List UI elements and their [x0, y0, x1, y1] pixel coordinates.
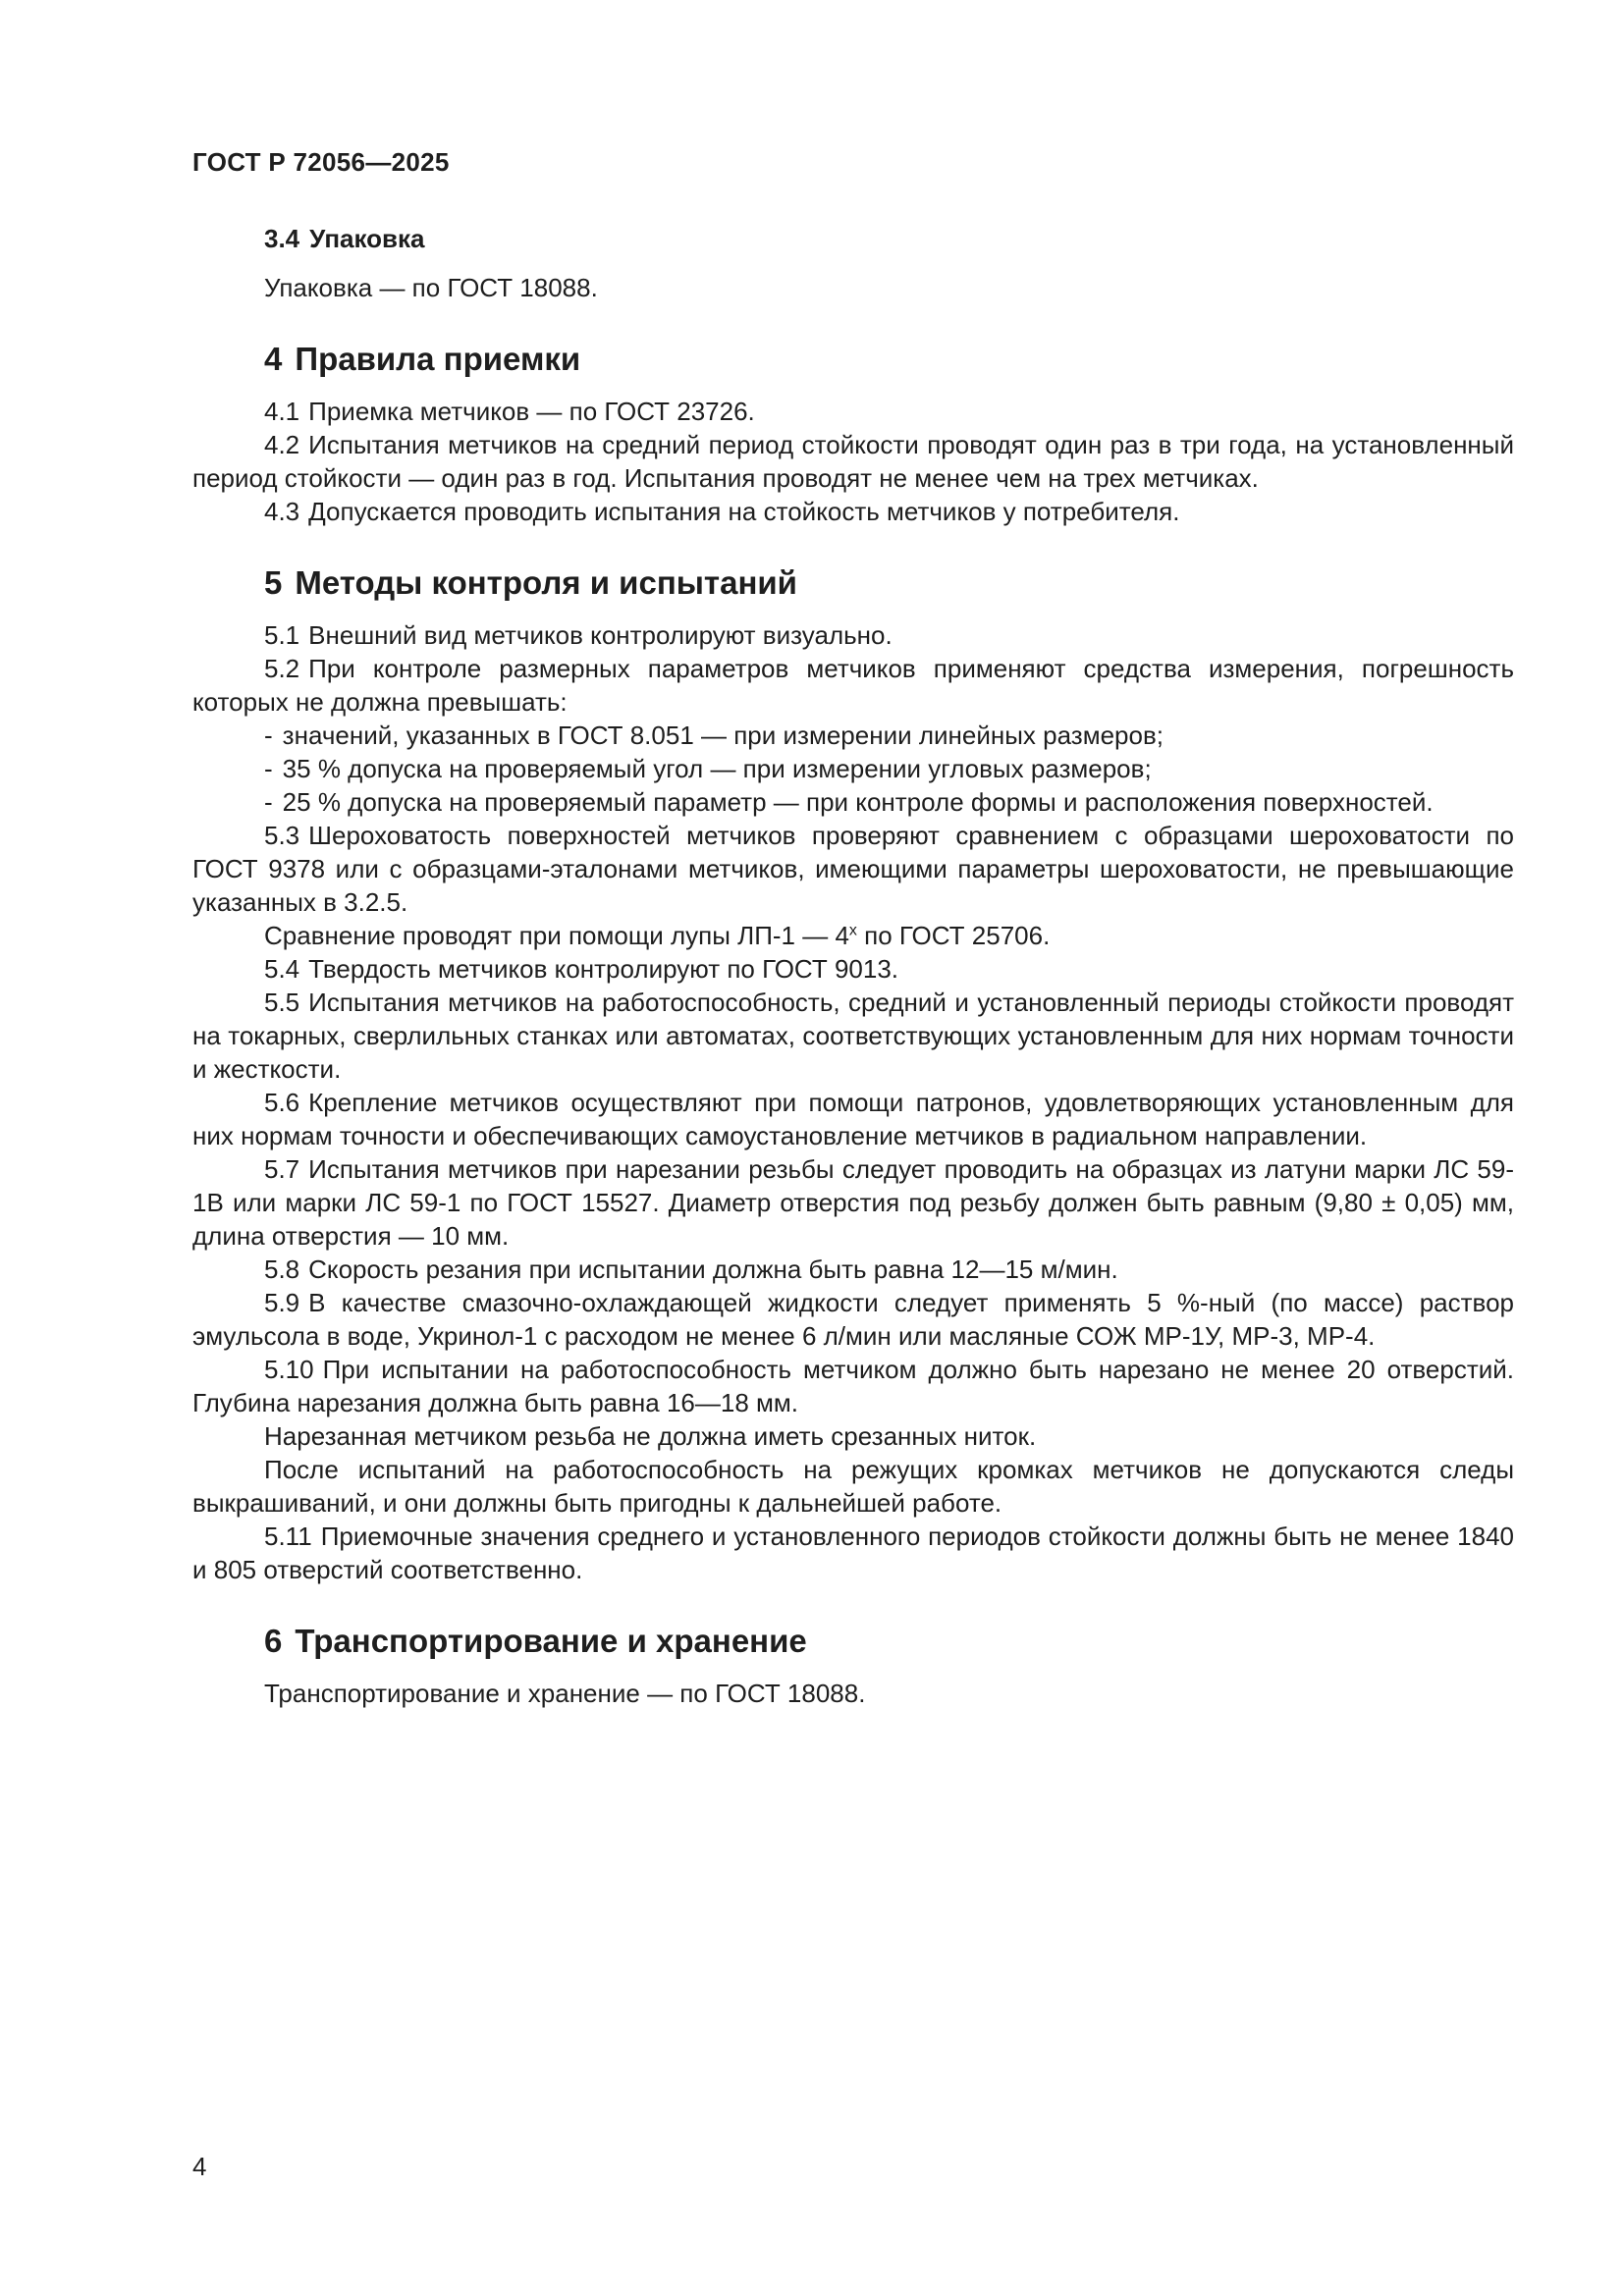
- paragraph-number: 5.10: [264, 1355, 314, 1384]
- paragraph-6: Транспортирование и хранение — по ГОСТ 18088.: [264, 1679, 866, 1708]
- paragraph-text: Твердость метчиков контролируют по ГОСТ 9013.: [308, 954, 899, 984]
- list-item-text: 25 % допуска на проверяемый параметр — при контроле формы и расположения поверхностей.: [282, 787, 1434, 817]
- paragraph-text: Допускается проводить испытания на стойкость метчиков у потребителя.: [308, 497, 1180, 526]
- paragraph-number: 5.2: [264, 654, 300, 683]
- document-body: [192, 222, 1514, 1710]
- magnification-superscript: х: [848, 922, 857, 939]
- paragraph-number: 4.2: [264, 430, 300, 459]
- list-item: [192, 785, 1514, 819]
- standard-code-header: ГОСТ Р 72056—2025: [192, 147, 450, 177]
- paragraph-5-9: [192, 1286, 1514, 1353]
- subsection-heading-3-4: [192, 222, 1514, 255]
- list-dash: -: [264, 787, 273, 817]
- paragraph-5-5: [192, 986, 1514, 1086]
- paragraph-5-10-note-1: Нарезанная метчиком резьба не должна иметь срезанных ниток.: [264, 1421, 1037, 1451]
- section-title: Методы контроля и испытаний: [295, 564, 797, 601]
- paragraph-text: Приемка метчиков — по ГОСТ 23726.: [308, 397, 755, 426]
- list-item-text: значений, указанных в ГОСТ 8.051 — при измерении линейных размеров;: [282, 721, 1164, 750]
- paragraph-4-3: [192, 495, 1514, 528]
- section-heading-6: [192, 1622, 1514, 1661]
- paragraph-5-2: [192, 652, 1514, 719]
- paragraph-number: 5.9: [264, 1288, 300, 1317]
- paragraph-text: В качестве смазочно-охлаждающей жидкости следует применять 5 %-ный (по массе) раствор эмульсола в воде, Укринол-1 с расходом не менее 6 л/мин или масляные СОЖ МР-1У, МР-3, МР-4.: [192, 1288, 1514, 1351]
- paragraph-number: 5.8: [264, 1255, 300, 1284]
- paragraph-text: Шероховатость поверхностей метчиков проверяют сравнением с образцами шероховатости по ГОСТ 9378 или с образцами-эталонами метчиков, имеющими параметры шероховатости, не превышающие указанных в 3.2.5.: [192, 821, 1514, 917]
- section-number: 6: [264, 1623, 283, 1659]
- paragraph-text: Испытания метчиков на средний период стойкости проводят один раз в три года, на установленный период стойкости — один раз в год. Испытания проводят не менее чем на трех метчиках.: [192, 430, 1514, 493]
- paragraph-text: Крепление метчиков осуществляют при помощи патронов, удовлетворяющих установленным для них нормам точности и обеспечивающих самоустановление метчиков в радиальном направлении.: [192, 1088, 1514, 1150]
- section-title: Правила приемки: [295, 341, 581, 377]
- paragraph-number: 5.11: [264, 1522, 312, 1551]
- paragraph-number: 5.3: [264, 821, 300, 850]
- section-heading-4: [192, 340, 1514, 379]
- list-item: [192, 752, 1514, 785]
- paragraph-text: Скорость резания при испытании должна быть равна 12—15 м/мин.: [308, 1255, 1118, 1284]
- paragraph-number: 5.5: [264, 988, 300, 1017]
- paragraph-number: 5.6: [264, 1088, 300, 1117]
- paragraph-5-11: [192, 1520, 1514, 1586]
- paragraph-text: Внешний вид метчиков контролируют визуально.: [308, 620, 893, 650]
- paragraph-number: 5.1: [264, 620, 300, 650]
- paragraph-5-7: [192, 1152, 1514, 1253]
- paragraph-3-4: Упаковка — по ГОСТ 18088.: [264, 273, 598, 302]
- paragraph-5-10-note-2: После испытаний на работоспособность на режущих кромках метчиков не допускаются следы выкрашиваний, и они должны быть пригодны к дальнейшей работе.: [192, 1455, 1514, 1518]
- paragraph-number: 5.7: [264, 1154, 300, 1184]
- paragraph-text: При контроле размерных параметров метчиков применяют средства измерения, погрешность которых не должна превышать:: [192, 654, 1514, 717]
- paragraph-text: Приемочные значения среднего и установленного периодов стойкости должны быть не менее 1840 и 805 отверстий соответственно.: [192, 1522, 1514, 1584]
- list-item: [192, 719, 1514, 752]
- paragraph-5-10: [192, 1353, 1514, 1419]
- section-number: 5: [264, 564, 283, 601]
- subsection-title: Упаковка: [309, 224, 425, 253]
- paragraph-5-3-note: [192, 919, 1514, 952]
- paragraph-text: При испытании на работоспособность метчиком должно быть нарезано не менее 20 отверстий. Глубина нарезания должна быть равна 16—18 мм.: [192, 1355, 1514, 1417]
- section-number: 4: [264, 341, 283, 377]
- note-text-after: по ГОСТ 25706.: [856, 921, 1051, 950]
- paragraph-text: Испытания метчиков на работоспособность, средний и установленный периоды стойкости проводят на токарных, сверлильных станках или автоматах, соответствующих установленным для них нормам точности и жесткости.: [192, 988, 1514, 1084]
- paragraph-5-8: [192, 1253, 1514, 1286]
- page-number: 4: [192, 2152, 207, 2181]
- paragraph-5-3: [192, 819, 1514, 919]
- paragraph-5-6: [192, 1086, 1514, 1152]
- list-dash: -: [264, 721, 273, 750]
- paragraph-text: Испытания метчиков при нарезании резьбы следует проводить на образцах из латуни марки ЛС 59-1В или марки ЛС 59-1 по ГОСТ 15527. Диаметр отверстия под резьбу должен быть равным (9,80 ± 0,05) мм, длина отверстия — 10 мм.: [192, 1154, 1514, 1251]
- subsection-number: 3.4: [264, 224, 300, 253]
- section-heading-5: [192, 563, 1514, 603]
- paragraph-5-1: [192, 618, 1514, 652]
- paragraph-number: 4.1: [264, 397, 300, 426]
- paragraph-number: 4.3: [264, 497, 300, 526]
- paragraph-number: 5.4: [264, 954, 300, 984]
- list-dash: -: [264, 754, 273, 783]
- paragraph-4-1: [192, 395, 1514, 428]
- paragraph-5-4: [192, 952, 1514, 986]
- list-item-text: 35 % допуска на проверяемый угол — при измерении угловых размеров;: [282, 754, 1152, 783]
- note-text-before: Сравнение проводят при помощи лупы ЛП-1 — 4: [264, 921, 849, 950]
- paragraph-4-2: [192, 428, 1514, 495]
- section-title: Транспортирование и хранение: [295, 1623, 807, 1659]
